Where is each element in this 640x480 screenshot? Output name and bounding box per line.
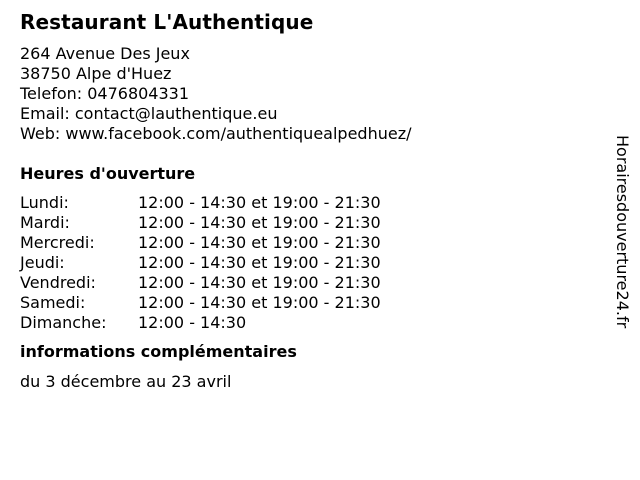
hours-row-friday — [20, 273, 600, 293]
hours-row-wednesday — [20, 233, 600, 253]
restaurant-card — [20, 10, 600, 392]
day-label: Lundi: — [20, 193, 69, 212]
phone-line[interactable]: Telefon: 0476804331 — [20, 84, 190, 103]
web-line[interactable]: Web: www.facebook.com/authentiquealpedhuez/ — [20, 124, 412, 143]
hours-value: 12:00 - 14:30 et 19:00 - 21:30 — [138, 193, 381, 212]
opening-hours-list — [20, 193, 600, 333]
day-label: Jeudi: — [20, 253, 65, 272]
hours-value: 12:00 - 14:30 et 19:00 - 21:30 — [138, 233, 381, 252]
hours-row-thursday — [20, 253, 600, 273]
hours-value: 12:00 - 14:30 — [138, 313, 247, 332]
hours-value: 12:00 - 14:30 et 19:00 - 21:30 — [138, 293, 381, 312]
restaurant-name: Restaurant L'Authentique — [20, 10, 314, 34]
hours-row-sunday — [20, 313, 600, 333]
day-label: Mercredi: — [20, 233, 95, 252]
address-line-city: 38750 Alpe d'Huez — [20, 64, 172, 83]
day-label: Samedi: — [20, 293, 86, 312]
hours-row-saturday — [20, 293, 600, 313]
hours-row-tuesday — [20, 213, 600, 233]
additional-info-text: du 3 décembre au 23 avril — [20, 372, 232, 391]
email-line[interactable]: Email: contact@lauthentique.eu — [20, 104, 278, 123]
address-line-street: 264 Avenue Des Jeux — [20, 44, 190, 63]
hours-row-monday — [20, 193, 600, 213]
hours-value: 12:00 - 14:30 et 19:00 - 21:30 — [138, 213, 381, 232]
day-label: Dimanche: — [20, 313, 107, 332]
day-label: Mardi: — [20, 213, 70, 232]
additional-info-heading: informations complémentaires — [20, 342, 297, 361]
opening-hours-heading: Heures d'ouverture — [20, 164, 196, 183]
day-label: Vendredi: — [20, 273, 96, 292]
hours-value: 12:00 - 14:30 et 19:00 - 21:30 — [138, 273, 381, 292]
hours-value: 12:00 - 14:30 et 19:00 - 21:30 — [138, 253, 381, 272]
site-watermark: Horairesdouverture24.fr — [613, 135, 632, 329]
contact-block — [20, 44, 600, 144]
